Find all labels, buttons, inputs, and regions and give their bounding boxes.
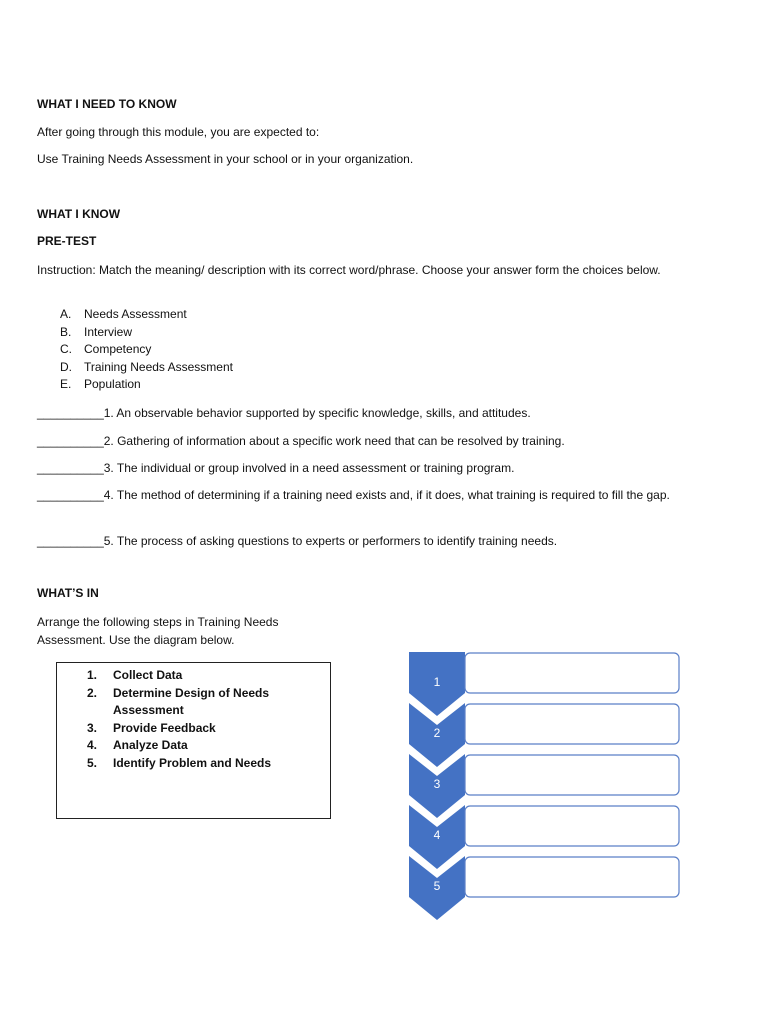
step-item xyxy=(87,755,333,773)
choice-letter: B. xyxy=(60,324,72,339)
pre-test-item-2: __________2. Gathering of information about a specific work need that can be resolved by training. xyxy=(37,434,565,448)
step-item xyxy=(87,667,333,685)
choice-letter: C. xyxy=(60,342,72,356)
choice-item xyxy=(60,324,233,342)
diagram-step-label: 5 xyxy=(433,879,441,893)
choice-text: Population xyxy=(84,377,141,391)
choice-letter: A. xyxy=(60,307,72,321)
whats-in-instruction: Arrange the following steps in Training Needs Assessment. Use the diagram below. xyxy=(37,615,279,647)
step-text: Provide Feedback xyxy=(113,720,216,735)
choice-item xyxy=(60,376,233,394)
step-item xyxy=(87,685,333,720)
need-to-know-intro: After going through this module, you are expected to: xyxy=(37,125,320,139)
step-number: 5. xyxy=(87,755,98,770)
whats-in-heading: WHAT’S IN xyxy=(37,586,99,600)
pre-test-instruction: Instruction: Match the meaning/ description with its correct word/phrase. Choose your answer form the choices below. xyxy=(37,263,661,277)
choice-text: Interview xyxy=(84,324,133,339)
diagram-step-label: 4 xyxy=(433,828,441,842)
need-to-know-objective: Use Training Needs Assessment in your school or in your organization. xyxy=(37,152,414,166)
choice-text: Competency xyxy=(84,342,152,356)
choice-text: Training Needs Assessment xyxy=(84,359,233,374)
choice-letter: E. xyxy=(60,377,72,391)
pre-test-item-3: __________3. The individual or group involved in a need assessment or training program. xyxy=(37,461,515,475)
answer-box xyxy=(465,755,679,795)
step-item xyxy=(87,720,333,738)
diagram-step-5 xyxy=(409,856,679,920)
pre-test-item-4: __________4. The method of determining if a training need exists and, if it does, what training is required to fill the gap. xyxy=(37,488,670,502)
choice-item xyxy=(60,359,233,377)
answer-box xyxy=(465,704,679,744)
steps-box xyxy=(56,662,331,819)
diagram-step-label: 1 xyxy=(433,675,441,689)
answer-box xyxy=(465,653,679,693)
choice-letter: D. xyxy=(60,359,72,374)
step-item xyxy=(87,737,333,755)
step-number: 3. xyxy=(87,720,98,735)
steps-list xyxy=(87,667,333,772)
diagram-step-label: 2 xyxy=(433,726,441,740)
choice-item xyxy=(60,341,233,359)
step-text: Analyze Data xyxy=(113,738,188,752)
step-text: Collect Data xyxy=(113,668,183,682)
step-number: 1. xyxy=(87,668,98,682)
step-number: 4. xyxy=(87,738,98,752)
choice-item xyxy=(60,306,233,324)
pre-test-item-1: __________1. An observable behavior supported by specific knowledge, skills, and attitudes. xyxy=(37,406,531,420)
step-text: Identify Problem and Needs xyxy=(113,755,272,770)
pre-test-heading: PRE-TEST xyxy=(37,234,97,248)
step-text: Determine Design of Needs Assessment xyxy=(113,685,270,717)
choice-text: Needs Assessment xyxy=(84,307,187,321)
answer-box xyxy=(465,857,679,897)
pre-test-item-5: __________5. The process of asking questions to experts or performers to identify training needs. xyxy=(37,534,558,548)
answer-box xyxy=(465,806,679,846)
step-number: 2. xyxy=(87,685,98,700)
diagram-step-label: 3 xyxy=(433,777,441,791)
chevron-process-diagram xyxy=(405,648,685,923)
need-to-know-heading: WHAT I NEED TO KNOW xyxy=(37,97,177,111)
choices-list xyxy=(60,306,233,394)
what-i-know-heading: WHAT I KNOW xyxy=(37,207,121,221)
